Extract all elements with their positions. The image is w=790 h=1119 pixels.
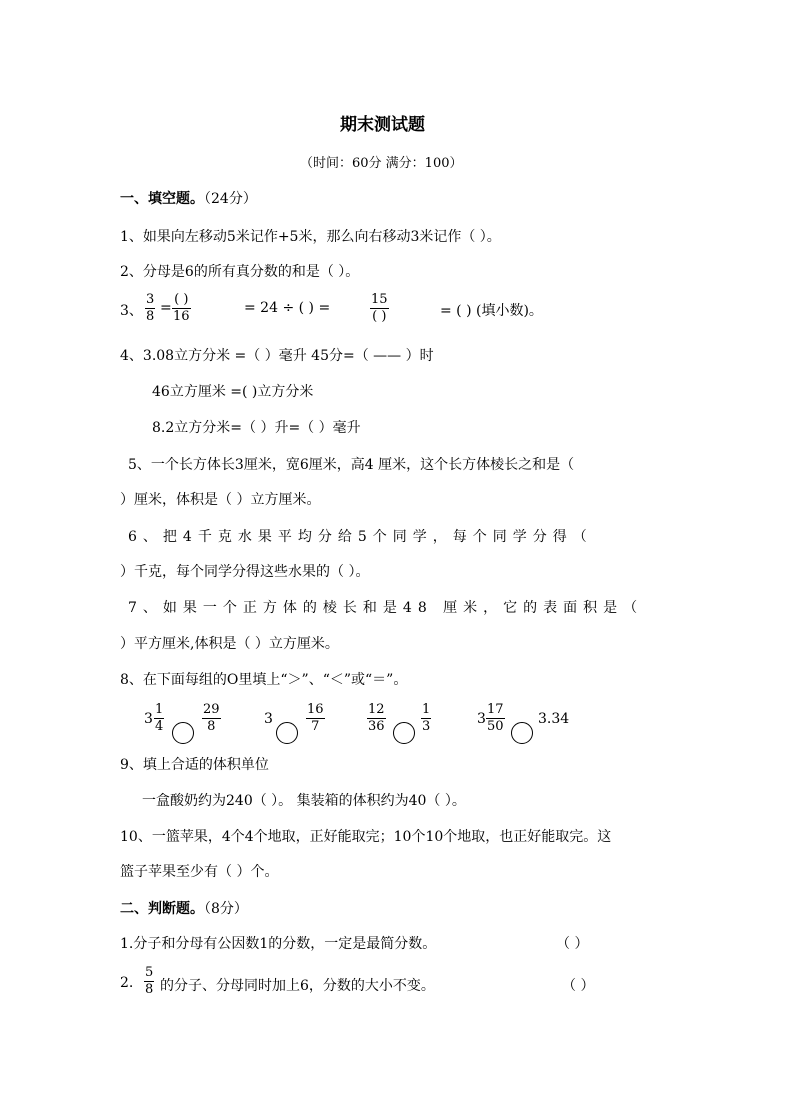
q8-g2-fraction <box>306 702 325 735</box>
q8-g1-numerator-right: 29 <box>203 702 220 717</box>
q8-g3-numerator-right: 1 <box>422 702 431 717</box>
section-2-heading <box>120 898 248 918</box>
question-7-line-1: 7、如果一个正方体的棱长和是48 厘米，它的表面积是（ <box>128 600 644 616</box>
q3-equals: = <box>160 300 172 316</box>
q3-fraction-2 <box>172 292 191 325</box>
answer-circle[interactable] <box>393 722 415 744</box>
q8-g4-denominator: 50 <box>487 719 504 734</box>
q8-g2-whole: 3 <box>264 711 273 727</box>
q8-g1-fraction <box>154 702 164 735</box>
section-2-points: （8分） <box>204 901 248 917</box>
q3-f1-numerator: 3 <box>146 292 155 307</box>
question-6-line-1: 6、把4千克水果平均分给5个同学，每个同学分得（ <box>128 529 593 545</box>
section-1-heading <box>120 188 257 208</box>
q8-g3-denominator-right: 3 <box>422 719 431 734</box>
question-9-line-2: 一盒酸奶约为240（ ）。 集装箱的体积约为40（ ）。 <box>142 793 466 809</box>
j2-numerator: 5 <box>145 965 154 980</box>
question-1: 1、如果向左移动5米记作+5米，那么向右移动3米记作（ ）。 <box>120 229 501 245</box>
question-10-line-1: 10、一篮苹果，4个4个地取，正好能取完；10个10个地取，也正好能取完。这 <box>120 829 612 845</box>
judgment-1-answer[interactable]: （ ） <box>556 936 589 952</box>
q3-fraction-3 <box>370 292 389 325</box>
section-1-title: 一、填空题。 <box>120 191 204 207</box>
answer-circle[interactable] <box>172 722 194 744</box>
judgment-2-fraction <box>144 965 154 998</box>
question-2: 2、分母是6的所有真分数的和是（ ）。 <box>120 264 360 280</box>
q3-prefix: 3、 <box>120 303 143 319</box>
q3-middle: = 24 ÷ ( ) = <box>244 300 331 316</box>
q8-g4-fraction <box>486 702 505 735</box>
q8-g4-numerator: 17 <box>487 702 504 717</box>
judgment-2-answer[interactable]: （ ） <box>562 978 595 994</box>
q8-g1-denominator: 4 <box>155 719 164 734</box>
answer-circle[interactable] <box>276 722 298 744</box>
q8-g1-fraction-right <box>202 702 221 735</box>
q8-g1-whole: 3 <box>144 711 153 727</box>
q8-g3-denominator: 36 <box>368 719 385 734</box>
question-5-line-2: ）厘米，体积是（ ）立方厘米。 <box>120 492 321 508</box>
question-9-line-1: 9、填上合适的体积单位 <box>120 757 269 773</box>
q8-g4-whole: 3 <box>477 711 486 727</box>
section-1-points: （24分） <box>204 191 257 207</box>
q3-fraction-1 <box>145 292 155 325</box>
question-8: 8、在下面每组的O里填上“＞”、“＜”或“＝”。 <box>120 672 408 688</box>
page-title: 期末测试题 <box>340 115 425 135</box>
q8-g2-denominator: 7 <box>311 719 320 734</box>
judgment-2-prefix: 2. <box>120 975 134 991</box>
q8-g3-numerator: 12 <box>368 702 385 717</box>
q8-g4-right: 3.34 <box>538 711 570 727</box>
q8-g1-numerator: 1 <box>155 702 164 717</box>
question-7-line-2: ）平方厘米,体积是（ ）立方厘米。 <box>120 636 339 652</box>
j2-denominator: 8 <box>145 982 154 997</box>
q3-f2-denominator: 16 <box>173 309 190 324</box>
q3-f2-numerator: ( ) <box>174 292 189 307</box>
q8-g1-denominator-right: 8 <box>207 719 216 734</box>
q3-tail: = ( ) (填小数)。 <box>440 303 543 319</box>
exam-info: （时间：60分 满分：100） <box>300 156 463 171</box>
question-4-line-1: 4、3.08立方分米 =（ ）毫升 45分=（ —— ）时 <box>120 348 434 364</box>
question-4-line-3: 8.2立方分米=（ ）升=（ ）毫升 <box>152 420 361 436</box>
q8-g3-fraction-right <box>421 702 431 735</box>
question-6-line-2: ）千克，每个同学分得这些水果的（ ）。 <box>120 564 370 580</box>
answer-circle[interactable] <box>511 722 533 744</box>
question-5-line-1: 5、一个长方体长3厘米，宽6厘米，高4 厘米，这个长方体棱长之和是（ <box>128 457 575 473</box>
section-2-title: 二、判断题。 <box>120 901 204 917</box>
q3-f3-numerator: 15 <box>371 292 388 307</box>
q8-g3-fraction <box>367 702 386 735</box>
q3-f3-denominator: ( ) <box>372 309 387 324</box>
q8-g2-numerator: 16 <box>307 702 324 717</box>
question-4-line-2: 46立方厘米 =( )立方分米 <box>152 384 314 400</box>
judgment-1-text: 1.分子和分母有公因数1的分数，一定是最简分数。 <box>120 936 437 952</box>
question-10-line-2: 篮子苹果至少有（ ）个。 <box>120 864 279 880</box>
q3-f1-denominator: 8 <box>146 309 155 324</box>
judgment-2-text: 的分子、分母同时加上6，分数的大小不变。 <box>160 978 435 994</box>
